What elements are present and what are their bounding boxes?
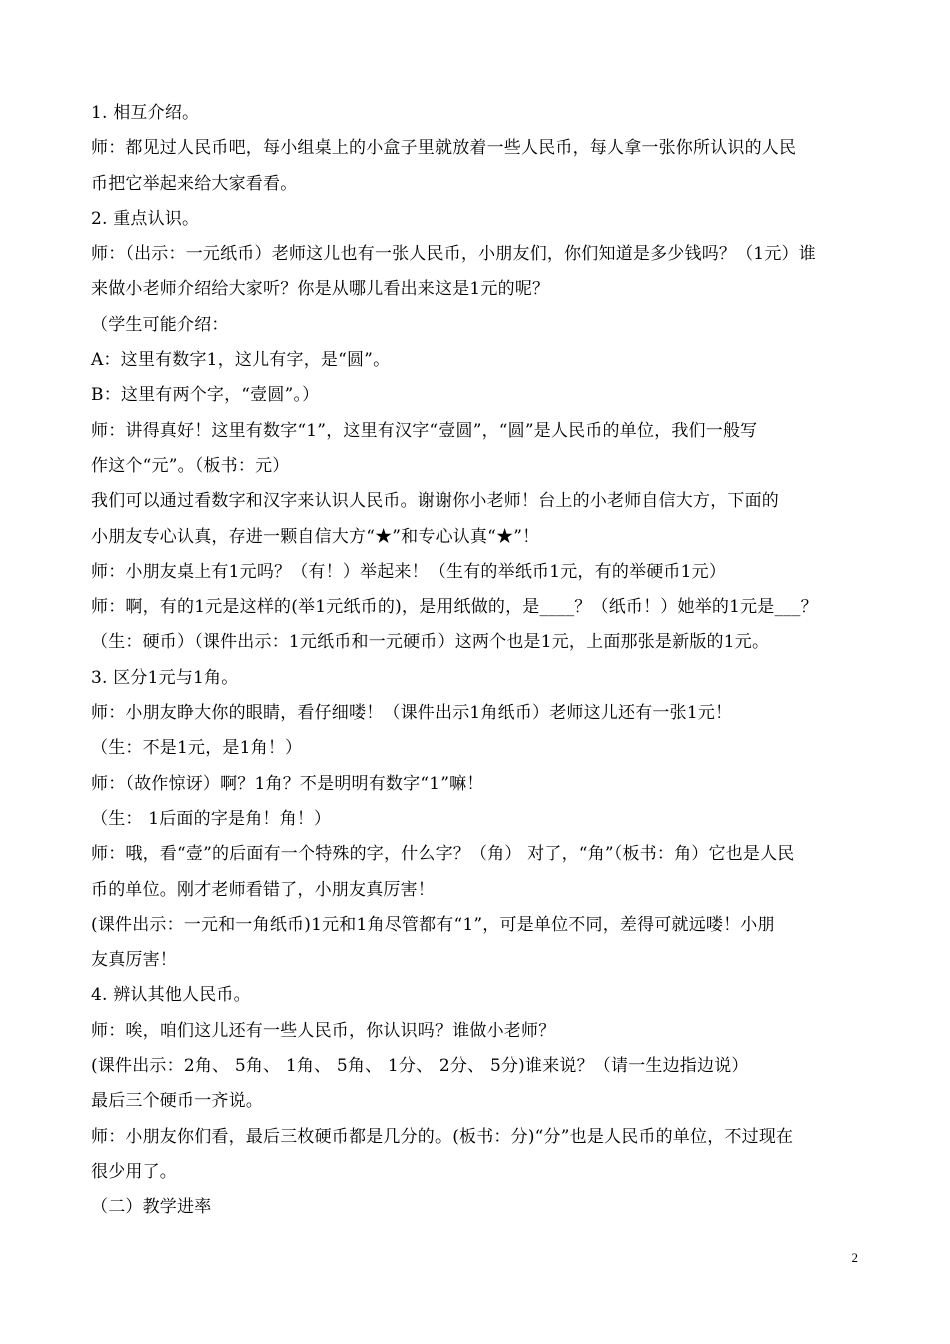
- text-line: B：这里有两个字，“壹圆”。）: [91, 385, 320, 406]
- text-line: 师：小朋友睁大你的眼睛，看仔细喽！（课件出示1角纸币）老师这儿还有一张1元！: [91, 703, 733, 724]
- text-line: 师：小朋友桌上有1元吗？（有！）举起来！（生有的举纸币1元，有的举硬币1元）: [91, 561, 727, 582]
- text-line: 作这个“元”。（板书：元）: [91, 455, 290, 476]
- text-line: A：这里有数字1，这儿有字，是“圆”。: [91, 350, 391, 371]
- text-line: 师：（出示：一元纸币）老师这儿也有一张人民币，小朋友们，你们知道是多少钱吗？（1元）谁: [91, 244, 816, 265]
- text-line: 我们可以通过看数字和汉字来认识人民币。谢谢你小老师！台上的小老师自信大方，下面的: [91, 491, 779, 512]
- text-line: 师：唉，咱们这儿还有一些人民币，你认识吗？谁做小老师？: [91, 1020, 556, 1041]
- text-line: 4. 辨认其他人民币。: [91, 985, 251, 1006]
- text-line: （学生可能介绍：: [91, 314, 229, 335]
- text-line: 师：啊，有的1元是这样的(举1元纸币的)，是用纸做的，是____？（纸币！）她举的1元是___？: [91, 597, 818, 618]
- text-line: 币的单位。刚才老师看错了，小朋友真厉害！: [91, 879, 435, 900]
- text-line: 友真厉害！: [91, 950, 177, 971]
- body-text: [91, 96, 871, 1226]
- text-line: (课件出示：一元和一角纸币)1元和1角尽管都有“1”，可是单位不同，差得可就远喽！小朋: [91, 914, 775, 935]
- text-line: 来做小老师介绍给大家听？你是从哪儿看出来这是1元的呢？: [91, 279, 550, 300]
- text-line: （二）教学进率: [91, 1197, 212, 1218]
- text-line: 小朋友专心认真，存进一颗自信大方“★”和专心认真“★”！: [91, 526, 540, 547]
- text-line: 币把它举起来给大家看看。: [91, 173, 298, 194]
- text-line: 3. 区分1元与1角。: [91, 667, 239, 688]
- text-line: 很少用了。: [91, 1161, 177, 1182]
- text-line: 师：都见过人民币吧，每小组桌上的小盒子里就放着一些人民币，每人拿一张你所认识的人民: [91, 138, 797, 159]
- text-line: 师：小朋友你们看，最后三枚硬币都是几分的。(板书：分)“分”也是人民币的单位，不过现在: [91, 1126, 794, 1147]
- text-line: 师：（故作惊讶）啊？1角？不是明明有数字“1”嘛！: [91, 773, 484, 794]
- text-line: 师：讲得真好！这里有数字“1”，这里有汉字“壹圆”，“圆”是人民币的单位，我们一般写: [91, 420, 758, 441]
- text-line: （生： 1后面的字是角！角！）: [91, 808, 332, 829]
- text-line: 师：哦，看“壹”的后面有一个特殊的字，什么字？（角） 对了，“角”（板书：角）它也是人民: [91, 844, 795, 865]
- text-line: 最后三个硬币一齐说。: [91, 1091, 263, 1112]
- page-number: 2: [851, 1250, 858, 1265]
- text-line: (课件出示：2角、 5角、 1角、 5角、 1分、 2分、 5分)谁来说？（请一生边指边说）: [91, 1056, 749, 1077]
- text-line: 2. 重点认识。: [91, 208, 200, 229]
- text-line: （生：硬币）（课件出示：1元纸币和一元硬币）这两个也是1元，上面那张是新版的1元。: [91, 632, 770, 653]
- text-line: 1. 相互介绍。: [91, 103, 200, 123]
- text-line: （生：不是1元，是1角！）: [91, 738, 303, 759]
